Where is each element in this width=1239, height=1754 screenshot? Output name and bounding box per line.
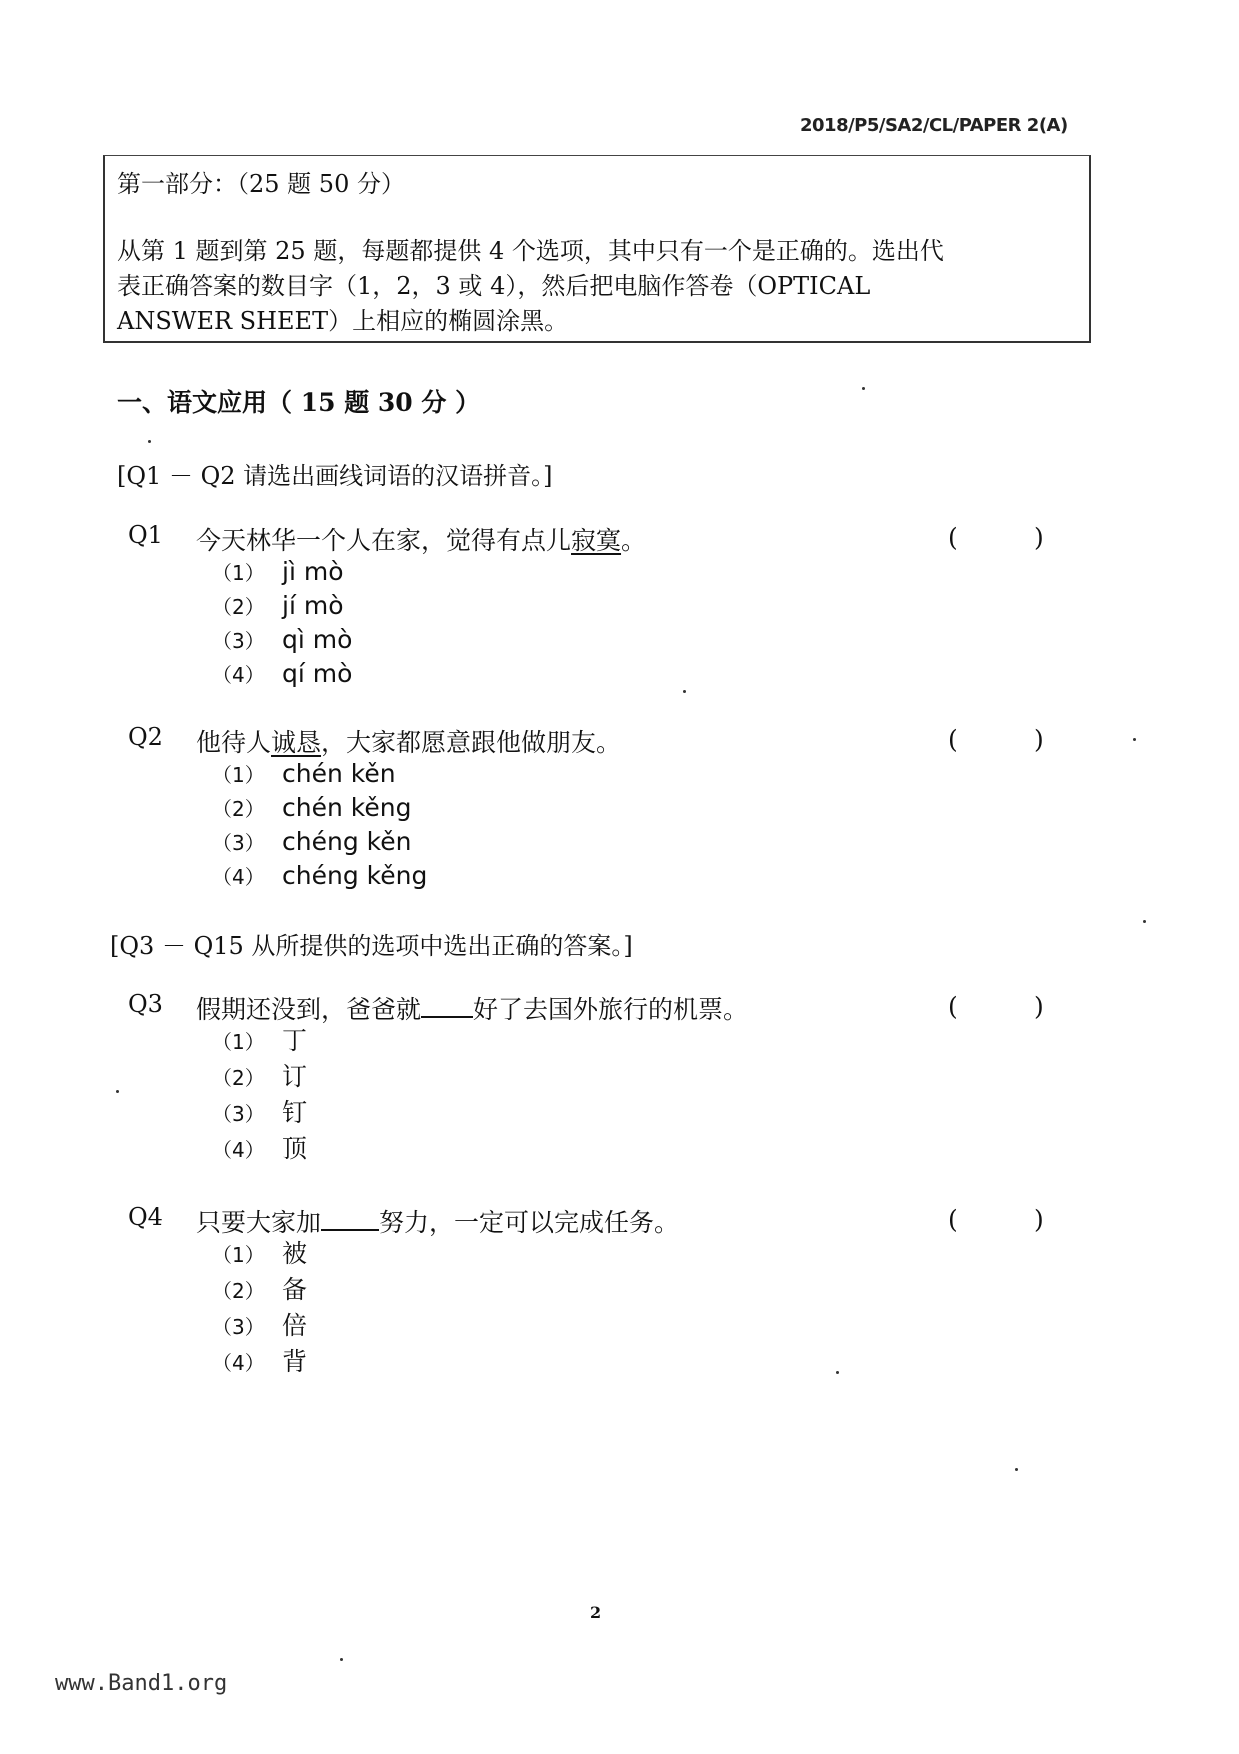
options-list (212, 757, 427, 893)
option-value: jí mò (282, 591, 344, 620)
question-number: Q3 (128, 990, 163, 1018)
option-3 (212, 623, 352, 657)
scan-speck (116, 1090, 119, 1093)
question-text-before: 假期还没到，爸爸就 (196, 995, 422, 1024)
option-value: 钉 (282, 1098, 308, 1127)
option-value: chén kěng (282, 793, 412, 822)
question-text-after: ，大家都愿意跟他做朋友。 (321, 728, 622, 757)
underlined-word: 寂寞 (571, 526, 622, 555)
option-value: chéng kěng (282, 861, 428, 890)
option-number: （3） (212, 1315, 265, 1339)
option-number: （1） (212, 561, 265, 585)
question-text-before: 只要大家加 (196, 1208, 322, 1237)
question-text (196, 1203, 679, 1239)
paper-code: 2018/P5/SA2/CL/PAPER 2(A) (800, 115, 1068, 136)
option-2 (212, 589, 352, 623)
option-4 (212, 657, 352, 691)
option-1 (212, 555, 352, 589)
question-q3 (128, 990, 1068, 1170)
scan-speck (148, 440, 151, 443)
option-1 (212, 1024, 307, 1060)
question-number: Q2 (128, 723, 163, 751)
option-number: （1） (212, 1030, 265, 1054)
question-text-before: 今天林华一个人在家，觉得有点儿 (196, 526, 572, 555)
option-1 (212, 1237, 307, 1273)
answer-blank (321, 1228, 379, 1231)
paren-right: ) (1034, 523, 1044, 552)
option-number: （2） (212, 797, 265, 821)
option-4 (212, 1345, 307, 1381)
scan-speck (1143, 920, 1146, 923)
option-value: 丁 (282, 1026, 308, 1055)
question-text-after: 努力，一定可以完成任务。 (379, 1208, 680, 1237)
option-number: （3） (212, 831, 265, 855)
question-text-before: 他待人 (196, 728, 272, 757)
scan-speck (862, 387, 865, 390)
option-2 (212, 1060, 307, 1096)
underlined-word: 诚恳 (271, 728, 322, 757)
question-text-after: 。 (621, 526, 647, 555)
instructions-line-2: 表正确答案的数目字（1，2，3 或 4），然后把电脑作答卷（OPTICAL (117, 272, 871, 300)
option-number: （4） (212, 1138, 265, 1162)
section-title: 一、语文应用（ 15 题 30 分 ） (117, 388, 481, 417)
paren-left: ( (948, 992, 958, 1021)
question-q1 (128, 521, 1068, 701)
paren-right: ) (1034, 1205, 1044, 1234)
scan-speck (836, 1371, 839, 1374)
option-value: chén kěn (282, 759, 396, 788)
option-3 (212, 1309, 307, 1345)
question-text (196, 723, 621, 759)
options-list (212, 1024, 307, 1168)
option-value: chéng kěn (282, 827, 412, 856)
options-list (212, 555, 352, 691)
paren-right: ) (1034, 725, 1044, 754)
option-value: 订 (282, 1062, 308, 1091)
question-text-after: 好了去国外旅行的机票。 (473, 995, 749, 1024)
answer-blank (421, 1015, 473, 1018)
question-q4 (128, 1203, 1068, 1383)
question-number: Q4 (128, 1203, 163, 1231)
scan-speck (340, 1658, 343, 1661)
option-4 (212, 1132, 307, 1168)
option-value: 倍 (282, 1311, 308, 1340)
instructions-box (103, 155, 1091, 343)
option-2 (212, 791, 427, 825)
paren-right: ) (1034, 992, 1044, 1021)
option-value: qì mò (282, 625, 353, 654)
instructions-text (117, 234, 1077, 339)
option-number: （4） (212, 865, 265, 889)
option-number: （2） (212, 595, 265, 619)
option-number: （1） (212, 763, 265, 787)
option-value: 背 (282, 1347, 308, 1376)
question-q2 (128, 723, 1068, 903)
option-2 (212, 1273, 307, 1309)
question-text (196, 990, 748, 1026)
hint-q1-q2: [Q1 － Q2 请选出画线词语的汉语拼音。] (117, 462, 553, 490)
option-number: （2） (212, 1066, 265, 1090)
option-4 (212, 859, 427, 893)
options-list (212, 1237, 307, 1381)
option-number: （3） (212, 1102, 265, 1126)
hint-q3-q15: [Q3 － Q15 从所提供的选项中选出正确的答案。] (110, 932, 633, 960)
instructions-line-1: 从第 1 题到第 25 题，每题都提供 4 个选项，其中只有一个是正确的。选出代 (117, 237, 944, 265)
option-value: 被 (282, 1239, 308, 1268)
scan-speck (683, 690, 686, 693)
option-number: （4） (212, 1351, 265, 1375)
instructions-line-3: ANSWER SHEET）上相应的椭圆涂黑。 (117, 307, 569, 335)
site-watermark: www.Band1.org (55, 1671, 228, 1696)
paren-left: ( (948, 725, 958, 754)
option-number: （2） (212, 1279, 265, 1303)
option-number: （4） (212, 663, 265, 687)
scan-speck (1133, 738, 1136, 741)
question-text (196, 521, 646, 557)
option-value: qí mò (282, 659, 353, 688)
option-value: 顶 (282, 1134, 308, 1163)
part-label: 第一部分：（25 题 50 分） (117, 170, 405, 198)
question-number: Q1 (128, 521, 163, 549)
paren-left: ( (948, 523, 958, 552)
scan-speck (1015, 1468, 1018, 1471)
page-number: 2 (590, 1603, 602, 1622)
option-1 (212, 757, 427, 791)
option-3 (212, 1096, 307, 1132)
option-value: 备 (282, 1275, 308, 1304)
option-value: jì mò (282, 557, 344, 586)
option-number: （3） (212, 629, 265, 653)
option-number: （1） (212, 1243, 265, 1267)
option-3 (212, 825, 427, 859)
paren-left: ( (948, 1205, 958, 1234)
